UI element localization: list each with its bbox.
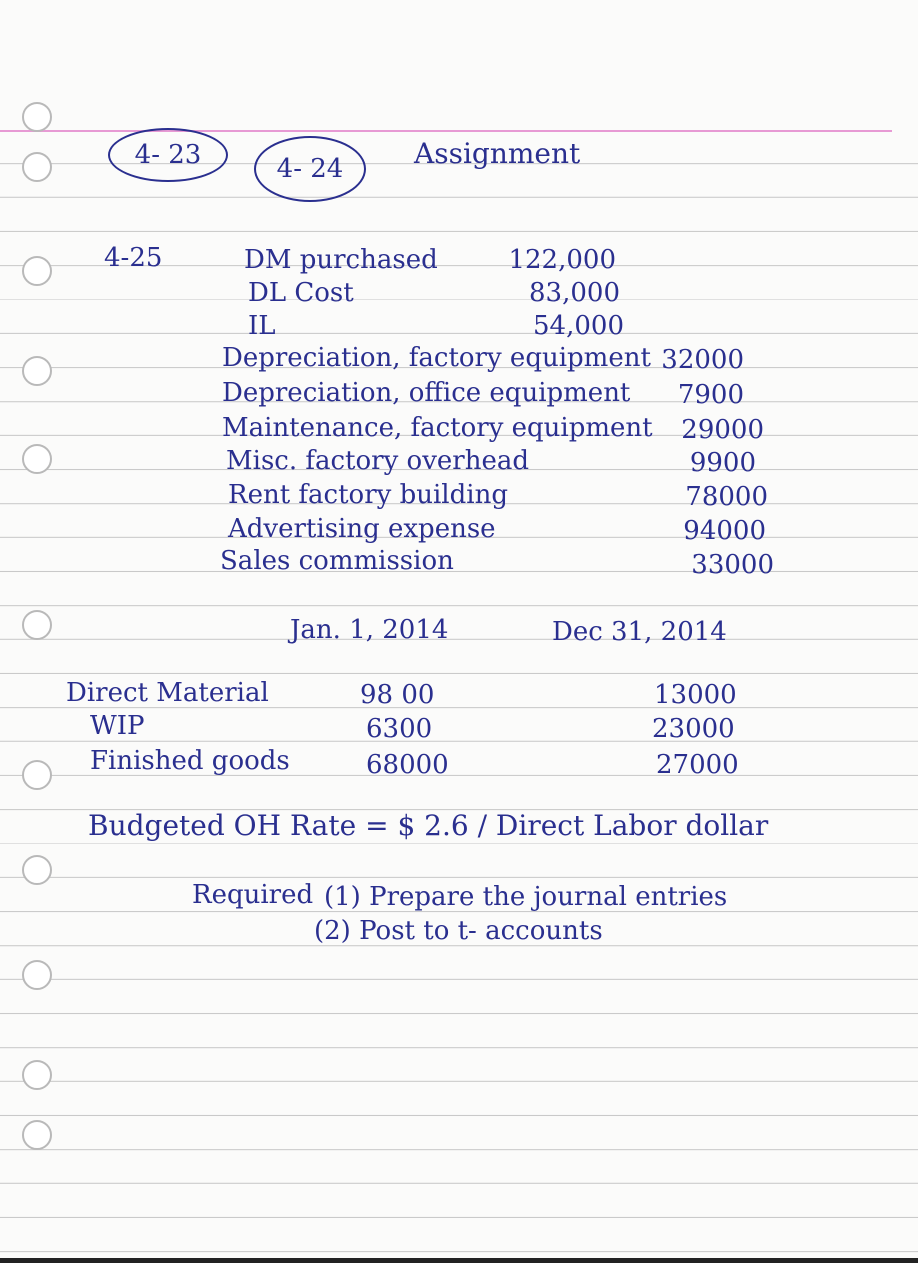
circled-label: 4- 23 (134, 140, 202, 170)
punch-hole (22, 102, 52, 132)
punch-hole (22, 1060, 52, 1090)
line-label: DL Cost (248, 278, 354, 308)
cost-value: 33000 (691, 550, 774, 580)
punch-hole (22, 960, 52, 990)
cost-label: Rent factory building (228, 480, 508, 510)
cost-label: Depreciation, factory equipment (222, 343, 651, 373)
inventory-jan-value: 98 00 (360, 680, 435, 710)
required-label: Required (192, 880, 314, 910)
circled-problem-4-24 (254, 136, 366, 202)
cost-label: Misc. factory overhead (226, 446, 529, 476)
punch-hole (22, 855, 52, 885)
punch-hole (22, 760, 52, 790)
punch-hole (22, 256, 52, 286)
budgeted-oh-rate: Budgeted OH Rate = $ 2.6 / Direct Labor dollar (88, 809, 769, 842)
punch-hole (22, 1120, 52, 1150)
cost-label: Advertising expense (228, 514, 496, 544)
circled-label: 4- 24 (276, 154, 344, 184)
line-value: 122,000 (508, 245, 616, 275)
line-label: IL (248, 311, 276, 341)
column-header-jan: Jan. 1, 2014 (290, 615, 449, 645)
inventory-label: Finished goods (90, 746, 290, 776)
cost-value: 32000 (661, 345, 744, 375)
cost-label: Sales commission (220, 546, 454, 576)
problem-number: 4-25 (104, 243, 163, 273)
punch-hole (22, 152, 52, 182)
inventory-dec-value: 23000 (652, 714, 735, 744)
cost-label: Maintenance, factory equipment (222, 413, 653, 443)
cost-label: Depreciation, office equipment (222, 378, 631, 408)
cost-value: 29000 (681, 415, 764, 445)
page-header-area (0, 0, 918, 130)
page-title: Assignment (414, 137, 581, 170)
punch-hole (22, 356, 52, 386)
required-item-1: (1) Prepare the journal entries (324, 882, 728, 912)
inventory-jan-value: 6300 (366, 714, 433, 744)
cost-value: 94000 (683, 516, 766, 546)
line-value: 54,000 (533, 311, 624, 341)
punch-hole (22, 444, 52, 474)
column-header-dec: Dec 31, 2014 (552, 617, 727, 647)
required-item-2: (2) Post to t- accounts (314, 916, 603, 946)
inventory-dec-value: 13000 (654, 680, 737, 710)
inventory-dec-value: 27000 (656, 750, 739, 780)
line-value: 83,000 (529, 278, 620, 308)
inventory-jan-value: 68000 (366, 750, 449, 780)
cost-value: 7900 (677, 380, 744, 410)
punch-hole (22, 610, 52, 640)
line-label: DM purchased (244, 245, 438, 275)
inventory-label: Direct Material (66, 678, 269, 708)
circled-problem-4-23 (108, 128, 228, 182)
cost-value: 78000 (685, 482, 768, 512)
cost-value: 9900 (689, 448, 756, 478)
page-bottom-edge (0, 1258, 918, 1263)
inventory-label: WIP (90, 711, 145, 741)
